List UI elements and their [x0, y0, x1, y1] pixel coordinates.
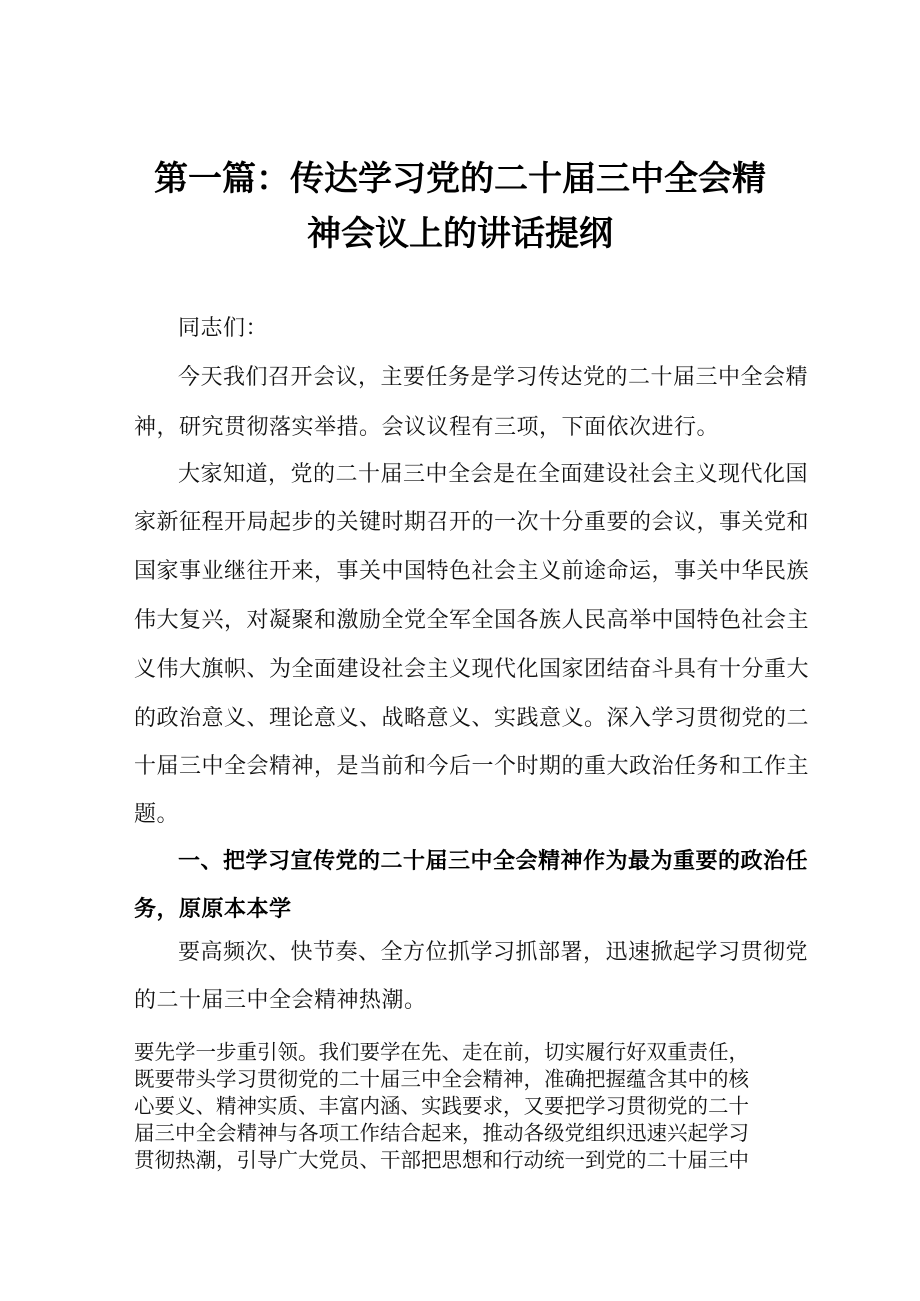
paragraph-line: 义伟大旗帜、为全面建设社会主义现代化国家团结奋斗具有十分重大 [134, 657, 810, 682]
paragraph-line: 家新征程开局起步的关键时期召开的一次十分重要的会议，事关党和 [134, 510, 810, 535]
paragraph-line: 要高频次、快节奏、全方位抓学习抓部署，迅速掀起学习贯彻党 [178, 940, 809, 965]
paragraph-line: 贯彻热潮，引导广大党员、干部把思想和行动统一到党的二十届三中 [134, 1148, 749, 1172]
heading-line: 务，原原本本学 [134, 897, 292, 922]
paragraph-line: 届三中全会精神与各项工作结合起来，推动各级党组织迅速兴起学习 [134, 1121, 749, 1145]
paragraph-line: 要先学一步重引领。我们要学在先、走在前，切实履行好双重责任， [134, 1040, 749, 1064]
paragraph-line: 的政治意义、理论意义、战略意义、实践意义。深入学习贯彻党的二 [134, 706, 810, 731]
paragraph-line: 既要带头学习贯彻党的二十届三中全会精神，准确把握蕴含其中的核 [134, 1067, 749, 1091]
paragraph-line: 的二十届三中全会精神热潮。 [134, 988, 427, 1013]
paragraph-line: 神，研究贯彻落实举措。会议议程有三项，下面依次进行。 [134, 415, 720, 440]
paragraph-line: 大家知道，党的二十届三中全会是在全面建设社会主义现代化国 [178, 462, 809, 487]
document-title-line-1: 第一篇：传达学习党的二十届三中全会精 [154, 159, 766, 199]
paragraph-line: 十届三中全会精神，是当前和今后一个时期的重大政治任务和工作主 [134, 754, 810, 779]
paragraph-line: 心要义、精神实质、丰富内涵、实践要求，又要把学习贯彻党的二十 [134, 1094, 749, 1118]
paragraph-line: 伟大复兴，对凝聚和激励全党全军全国各族人民高举中国特色社会主 [134, 608, 810, 633]
document-title-line-2: 神会议上的讲话提纲 [307, 214, 613, 254]
heading-line: 一、把学习宣传党的二十届三中全会精神作为最为重要的政治任 [178, 849, 809, 874]
paragraph-line: 今天我们召开会议，主要任务是学习传达党的二十届三中全会精 [178, 365, 809, 390]
paragraph-line: 国家事业继往开来，事关中国特色社会主义前途命运，事关中华民族 [134, 559, 810, 584]
paragraph-line: 题。 [134, 802, 180, 827]
salutation-text: 同志们： [178, 316, 269, 341]
